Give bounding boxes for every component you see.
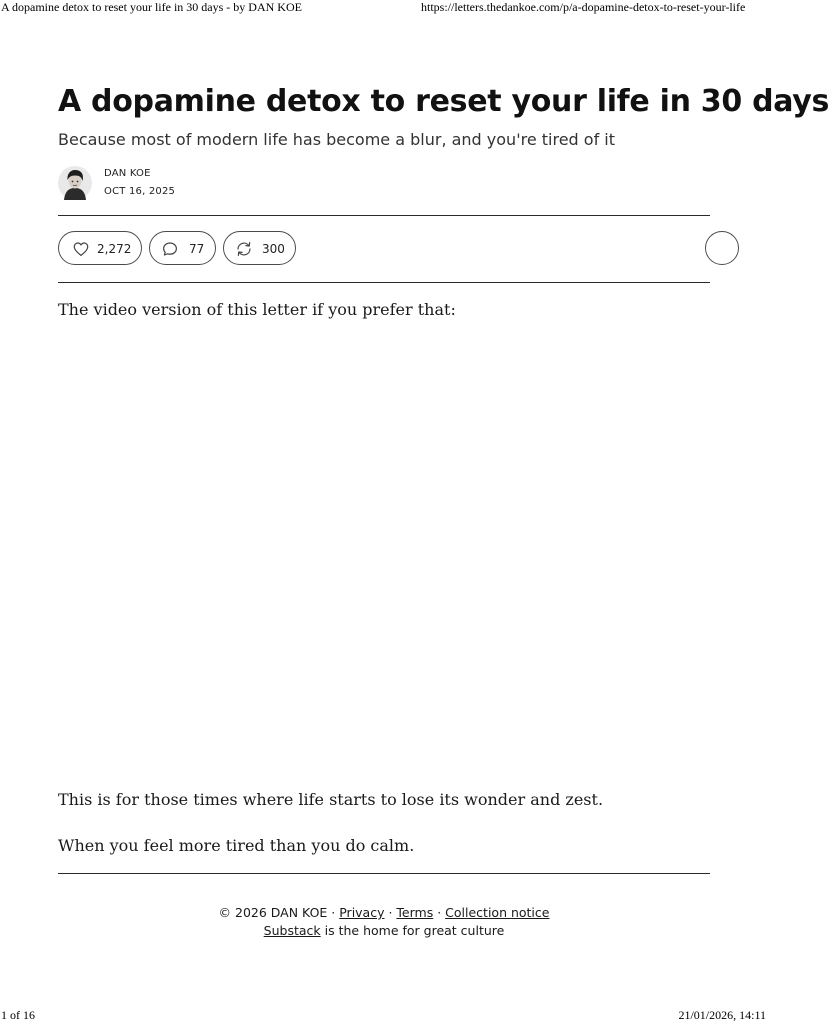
substack-link[interactable]: Substack xyxy=(263,923,321,938)
speech-bubble-icon xyxy=(161,240,179,258)
collection-notice-link[interactable]: Collection notice xyxy=(445,905,550,920)
divider-footer xyxy=(58,873,710,874)
privacy-link[interactable]: Privacy xyxy=(339,905,385,920)
heart-icon xyxy=(72,240,90,258)
footer-separator: · xyxy=(327,905,340,920)
post-title: A dopamine detox to reset your life in 30 days xyxy=(58,84,829,119)
footer-separator: · xyxy=(433,905,446,920)
divider-top xyxy=(58,215,710,216)
like-count: 2,272 xyxy=(97,242,132,256)
restack-arrows-icon xyxy=(235,240,253,258)
body-paragraph: When you feel more tired than you do calm. xyxy=(58,836,415,855)
footer-separator: · xyxy=(384,905,397,920)
copyright-text: © 2026 DAN KOE xyxy=(218,905,328,920)
post-date: OCT 16, 2025 xyxy=(104,186,176,197)
print-datetime: 21/01/2026, 14:11 xyxy=(678,1008,766,1022)
terms-link[interactable]: Terms xyxy=(396,905,434,920)
site-footer-legal xyxy=(58,904,710,922)
comment-button[interactable] xyxy=(149,231,216,265)
like-button[interactable] xyxy=(58,231,142,265)
video-intro-text: The video version of this letter if you prefer that: xyxy=(58,300,456,319)
print-footer xyxy=(0,1008,768,1024)
print-doc-title: A dopamine detox to reset your life in 30 days - by DAN KOE xyxy=(1,0,302,14)
restack-count: 300 xyxy=(262,242,285,256)
comment-count: 77 xyxy=(189,242,205,256)
author-name[interactable]: DAN KOE xyxy=(104,168,151,179)
tagline-text: is the home for great culture xyxy=(320,923,505,938)
share-button[interactable] xyxy=(705,231,739,265)
print-url: https://letters.thedankoe.com/p/a-dopamine-detox-to-reset-your-life xyxy=(421,0,746,14)
author-avatar[interactable] xyxy=(58,166,92,200)
body-paragraph: This is for those times where life starts to lose its wonder and zest. xyxy=(58,790,604,809)
post-subtitle: Because most of modern life has become a blur, and you're tired of it xyxy=(58,130,616,149)
print-page-number: 1 of 16 xyxy=(1,1008,35,1022)
divider-actions xyxy=(58,282,710,283)
site-footer-tagline xyxy=(58,922,710,940)
restack-button[interactable] xyxy=(223,231,296,265)
